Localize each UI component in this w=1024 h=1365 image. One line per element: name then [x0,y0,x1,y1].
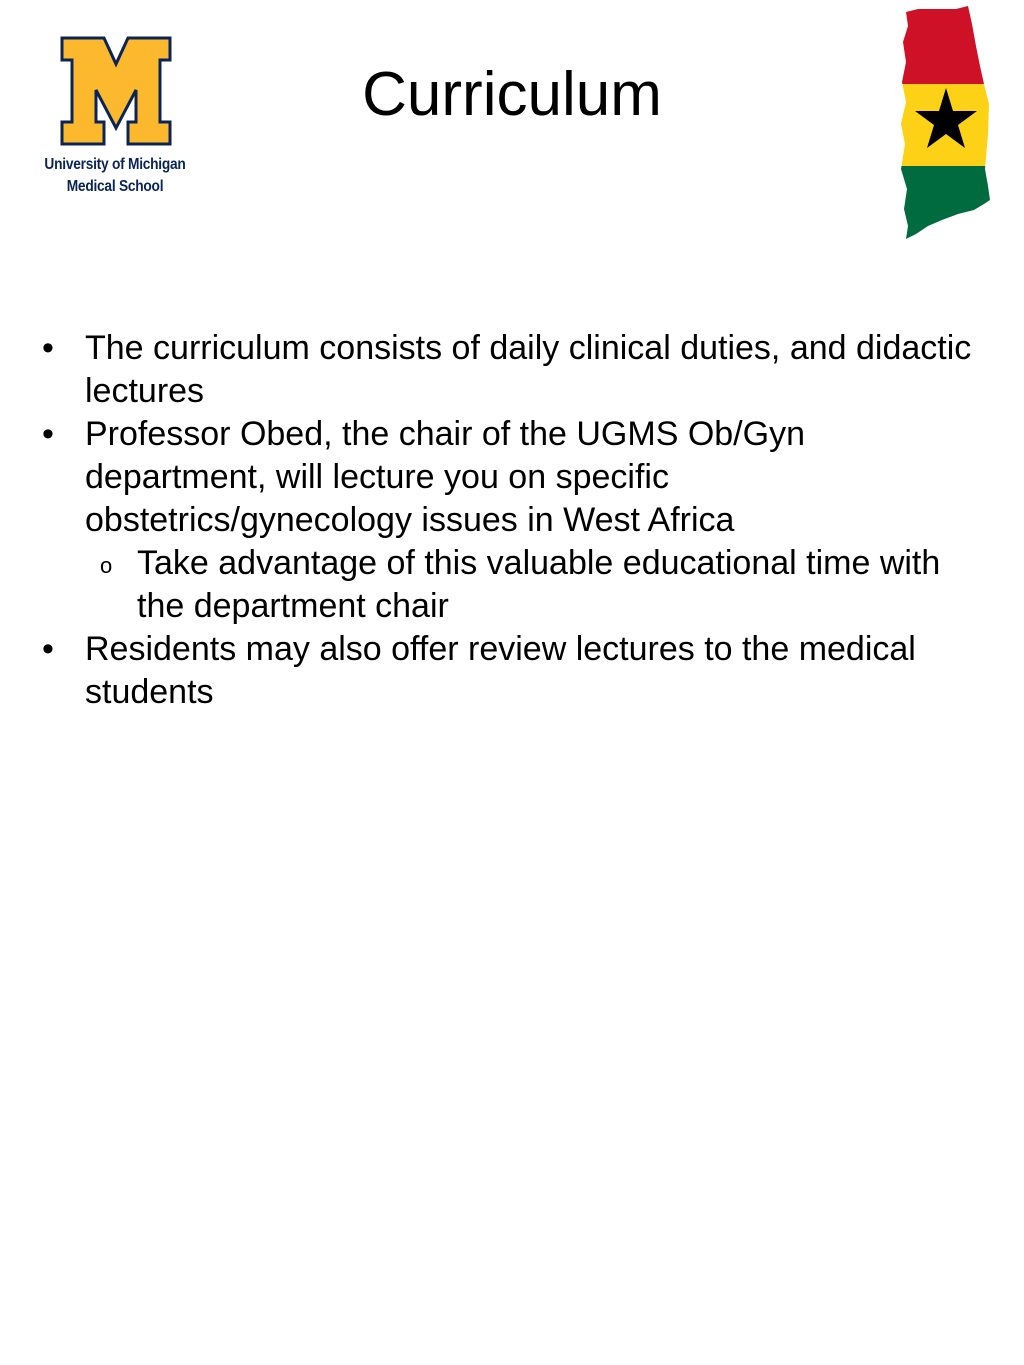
flag-red-band [896,4,996,84]
bullet-item: • Professor Obed, the chair of the UGMS Ob/Gyn department, will lecture you on specific obstetrics/gynecology issues in West Africa [40,413,980,542]
logo-line-school: Medical School [66,178,164,195]
bullet-item: • Residents may also offer review lectures to the medical students [40,628,980,714]
bullet-item: • The curriculum consists of daily clinical duties, and didactic lectures [40,327,980,413]
logo-line-university: University of Michigan [44,156,186,173]
bullet-list [40,327,980,714]
ghana-flag-map-icon [896,4,996,244]
flag-green-band [896,166,996,244]
logo-text [42,154,188,198]
sub-bullet-item: o Take advantage of this valuable educational time with the department chair [40,542,980,628]
slide-title: Curriculum [362,60,662,129]
